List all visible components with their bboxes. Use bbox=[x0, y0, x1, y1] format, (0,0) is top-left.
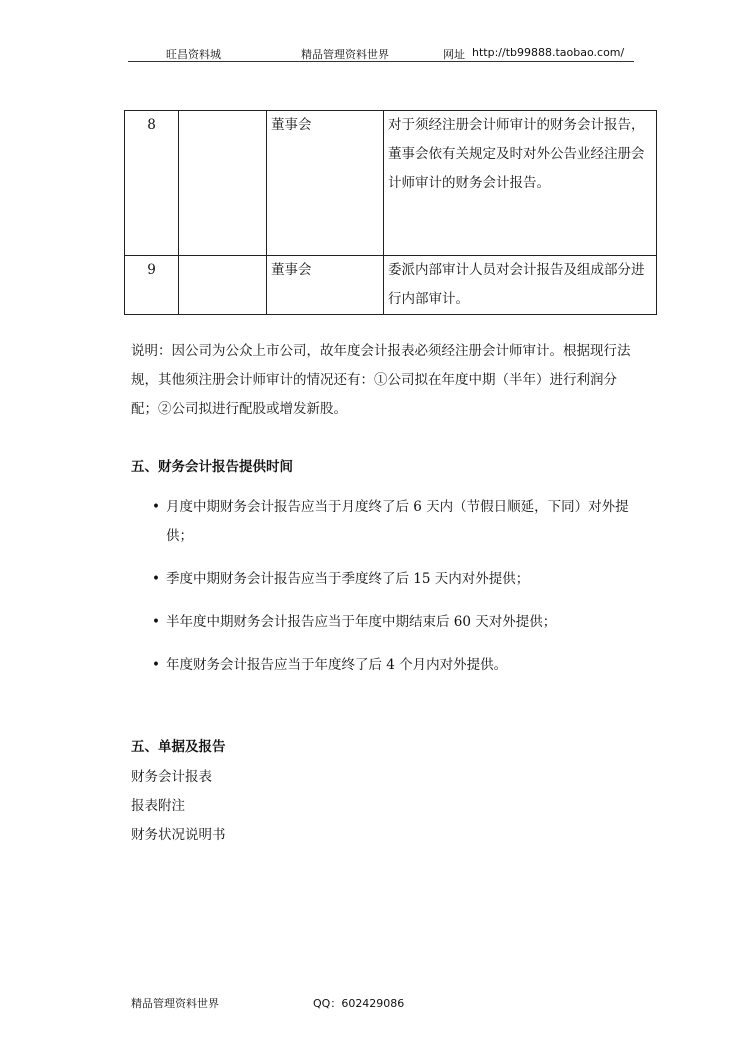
timing-list bbox=[150, 493, 640, 694]
list-item bbox=[150, 608, 640, 637]
list-item-text: 月度中期财务会计报告应当于月度终了后 6 天内（节假日顺延，下同）对外提供； bbox=[166, 499, 629, 544]
bullet-icon: • bbox=[152, 499, 160, 515]
list-item-text: 季度中期财务会计报告应当于季度终了后 15 天内对外提供； bbox=[166, 571, 530, 587]
list-item bbox=[150, 651, 640, 680]
bullet-icon: • bbox=[152, 614, 160, 630]
header-divider bbox=[128, 61, 634, 62]
list-item-text: 半年度中期财务会计报告应当于年度中期结束后 60 天对外提供； bbox=[166, 614, 557, 630]
note-paragraph: 说明：因公司为公众上市公司，故年度会计报表必须经注册会计师审计。根据现行法规，其他须注册会计师审计的情况还有：①公司拟在年度中期（半年）进行利润分配；②公司拟进行配股或增发新股。 bbox=[131, 343, 631, 417]
bullet-icon: • bbox=[152, 571, 160, 587]
bullet-icon: • bbox=[152, 657, 160, 673]
list-item bbox=[150, 565, 640, 594]
table-cell-description: 对于须经注册会计师审计的财务会计报告，董事会依有关规定及时对外公告业经注册会计师审计的财务会计报告。 bbox=[384, 111, 657, 256]
table-cell-empty bbox=[179, 111, 267, 256]
table-cell-body: 董事会 bbox=[267, 111, 384, 256]
table-cell-description: 委派内部审计人员对会计报告及组成部分进行内部审计。 bbox=[384, 256, 657, 315]
header-middle: 精品管理资料世界 bbox=[301, 48, 389, 61]
table-cell-body: 董事会 bbox=[267, 256, 384, 315]
footer-qq: QQ：602429086 bbox=[313, 997, 405, 1010]
responsibility-table bbox=[124, 110, 657, 315]
document-item: 报表附注 bbox=[131, 798, 185, 814]
table-row bbox=[125, 111, 657, 256]
header-left: 旺昌资料城 bbox=[166, 48, 221, 61]
table-cell-empty bbox=[179, 256, 267, 315]
document-item: 财务状况说明书 bbox=[131, 827, 226, 843]
footer-left: 精品管理资料世界 bbox=[131, 997, 219, 1010]
document-item: 财务会计报表 bbox=[131, 769, 212, 785]
table-cell-no: 8 bbox=[125, 111, 179, 256]
table-row bbox=[125, 256, 657, 315]
header-url-label: 网址 bbox=[443, 48, 465, 61]
section-heading-documents: 五、单据及报告 bbox=[131, 739, 226, 755]
header-url-link[interactable]: http://tb99888.taobao.com/ bbox=[472, 46, 625, 59]
table-cell-no: 9 bbox=[125, 256, 179, 315]
list-item bbox=[150, 493, 640, 551]
section-heading-timing: 五、财务会计报告提供时间 bbox=[131, 459, 293, 475]
list-item-text: 年度财务会计报告应当于年度终了后 4 个月内对外提供。 bbox=[166, 657, 508, 673]
